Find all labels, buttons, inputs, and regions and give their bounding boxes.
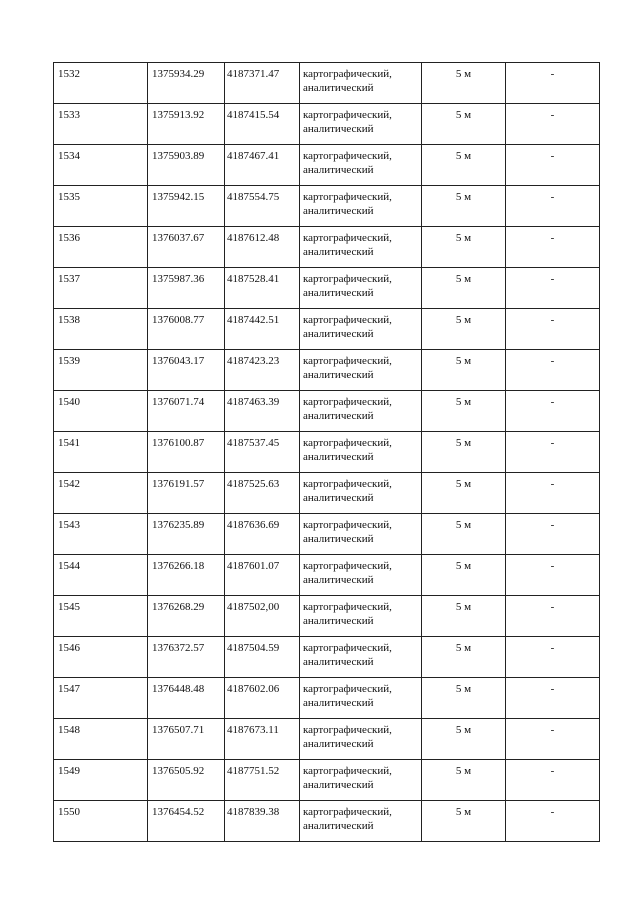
x-coordinate-cell: 1376037.67 [148, 227, 225, 268]
y-coordinate-cell: 4187423.23 [225, 350, 300, 391]
point-number-cell: 1541 [54, 432, 148, 473]
method-cell: картографический, аналитический [300, 473, 422, 514]
note-cell: - [506, 514, 600, 555]
point-number-cell: 1536 [54, 227, 148, 268]
point-number-cell: 1550 [54, 801, 148, 842]
accuracy-cell: 5 м [422, 391, 506, 432]
accuracy-cell: 5 м [422, 596, 506, 637]
method-cell: картографический, аналитический [300, 555, 422, 596]
table-row [54, 186, 600, 227]
point-number-cell: 1533 [54, 104, 148, 145]
note-cell: - [506, 760, 600, 801]
y-coordinate-cell: 4187504.59 [225, 637, 300, 678]
note-cell: - [506, 596, 600, 637]
accuracy-cell: 5 м [422, 227, 506, 268]
method-cell: картографический, аналитический [300, 637, 422, 678]
note-cell: - [506, 678, 600, 719]
point-number-cell: 1534 [54, 145, 148, 186]
table-row [54, 227, 600, 268]
method-cell: картографический, аналитический [300, 432, 422, 473]
y-coordinate-cell: 4187554.75 [225, 186, 300, 227]
note-cell: - [506, 432, 600, 473]
method-cell: картографический, аналитический [300, 719, 422, 760]
method-cell: картографический, аналитический [300, 760, 422, 801]
point-number-cell: 1545 [54, 596, 148, 637]
table-row [54, 596, 600, 637]
point-number-cell: 1548 [54, 719, 148, 760]
point-number-cell: 1538 [54, 309, 148, 350]
x-coordinate-cell: 1376505.92 [148, 760, 225, 801]
note-cell: - [506, 350, 600, 391]
coordinates-table-body [54, 63, 600, 842]
y-coordinate-cell: 4187528.41 [225, 268, 300, 309]
x-coordinate-cell: 1376454.52 [148, 801, 225, 842]
accuracy-cell: 5 м [422, 104, 506, 145]
accuracy-cell: 5 м [422, 514, 506, 555]
point-number-cell: 1540 [54, 391, 148, 432]
y-coordinate-cell: 4187463.39 [225, 391, 300, 432]
point-number-cell: 1543 [54, 514, 148, 555]
y-coordinate-cell: 4187612.48 [225, 227, 300, 268]
method-cell: картографический, аналитический [300, 801, 422, 842]
point-number-cell: 1542 [54, 473, 148, 514]
table-row [54, 678, 600, 719]
y-coordinate-cell: 4187601.07 [225, 555, 300, 596]
x-coordinate-cell: 1375903.89 [148, 145, 225, 186]
x-coordinate-cell: 1376235.89 [148, 514, 225, 555]
point-number-cell: 1535 [54, 186, 148, 227]
y-coordinate-cell: 4187839.38 [225, 801, 300, 842]
table-row [54, 760, 600, 801]
x-coordinate-cell: 1375913.92 [148, 104, 225, 145]
accuracy-cell: 5 м [422, 63, 506, 104]
method-cell: картографический, аналитический [300, 186, 422, 227]
table-row [54, 145, 600, 186]
y-coordinate-cell: 4187467.41 [225, 145, 300, 186]
accuracy-cell: 5 м [422, 555, 506, 596]
point-number-cell: 1539 [54, 350, 148, 391]
table-row [54, 555, 600, 596]
y-coordinate-cell: 4187636.69 [225, 514, 300, 555]
point-number-cell: 1549 [54, 760, 148, 801]
table-row [54, 350, 600, 391]
x-coordinate-cell: 1376191.57 [148, 473, 225, 514]
table-row [54, 514, 600, 555]
note-cell: - [506, 473, 600, 514]
y-coordinate-cell: 4187602.06 [225, 678, 300, 719]
point-number-cell: 1537 [54, 268, 148, 309]
accuracy-cell: 5 м [422, 637, 506, 678]
method-cell: картографический, аналитический [300, 309, 422, 350]
x-coordinate-cell: 1376071.74 [148, 391, 225, 432]
x-coordinate-cell: 1376507.71 [148, 719, 225, 760]
note-cell: - [506, 555, 600, 596]
y-coordinate-cell: 4187415.54 [225, 104, 300, 145]
x-coordinate-cell: 1375934.29 [148, 63, 225, 104]
accuracy-cell: 5 м [422, 801, 506, 842]
table-row [54, 473, 600, 514]
point-number-cell: 1532 [54, 63, 148, 104]
x-coordinate-cell: 1376043.17 [148, 350, 225, 391]
note-cell: - [506, 227, 600, 268]
method-cell: картографический, аналитический [300, 514, 422, 555]
accuracy-cell: 5 м [422, 719, 506, 760]
method-cell: картографический, аналитический [300, 227, 422, 268]
note-cell: - [506, 391, 600, 432]
note-cell: - [506, 145, 600, 186]
method-cell: картографический, аналитический [300, 268, 422, 309]
note-cell: - [506, 104, 600, 145]
point-number-cell: 1544 [54, 555, 148, 596]
accuracy-cell: 5 м [422, 760, 506, 801]
table-row [54, 309, 600, 350]
y-coordinate-cell: 4187537.45 [225, 432, 300, 473]
method-cell: картографический, аналитический [300, 145, 422, 186]
accuracy-cell: 5 м [422, 432, 506, 473]
x-coordinate-cell: 1375942.15 [148, 186, 225, 227]
note-cell: - [506, 186, 600, 227]
note-cell: - [506, 801, 600, 842]
y-coordinate-cell: 4187673.11 [225, 719, 300, 760]
point-number-cell: 1547 [54, 678, 148, 719]
table-row [54, 268, 600, 309]
table-row [54, 104, 600, 145]
note-cell: - [506, 63, 600, 104]
method-cell: картографический, аналитический [300, 678, 422, 719]
x-coordinate-cell: 1375987.36 [148, 268, 225, 309]
table-row [54, 391, 600, 432]
x-coordinate-cell: 1376372.57 [148, 637, 225, 678]
table-row [54, 432, 600, 473]
method-cell: картографический, аналитический [300, 104, 422, 145]
method-cell: картографический, аналитический [300, 63, 422, 104]
accuracy-cell: 5 м [422, 309, 506, 350]
method-cell: картографический, аналитический [300, 596, 422, 637]
accuracy-cell: 5 м [422, 145, 506, 186]
x-coordinate-cell: 1376100.87 [148, 432, 225, 473]
table-row [54, 637, 600, 678]
accuracy-cell: 5 м [422, 350, 506, 391]
y-coordinate-cell: 4187442.51 [225, 309, 300, 350]
y-coordinate-cell: 4187502,00 [225, 596, 300, 637]
y-coordinate-cell: 4187525.63 [225, 473, 300, 514]
point-number-cell: 1546 [54, 637, 148, 678]
coordinates-table [53, 62, 600, 842]
x-coordinate-cell: 1376008.77 [148, 309, 225, 350]
accuracy-cell: 5 м [422, 678, 506, 719]
y-coordinate-cell: 4187751.52 [225, 760, 300, 801]
x-coordinate-cell: 1376268.29 [148, 596, 225, 637]
table-row [54, 801, 600, 842]
accuracy-cell: 5 м [422, 186, 506, 227]
x-coordinate-cell: 1376266.18 [148, 555, 225, 596]
method-cell: картографический, аналитический [300, 350, 422, 391]
note-cell: - [506, 309, 600, 350]
note-cell: - [506, 637, 600, 678]
accuracy-cell: 5 м [422, 268, 506, 309]
x-coordinate-cell: 1376448.48 [148, 678, 225, 719]
note-cell: - [506, 268, 600, 309]
accuracy-cell: 5 м [422, 473, 506, 514]
note-cell: - [506, 719, 600, 760]
table-row [54, 719, 600, 760]
method-cell: картографический, аналитический [300, 391, 422, 432]
table-row [54, 63, 600, 104]
y-coordinate-cell: 4187371.47 [225, 63, 300, 104]
